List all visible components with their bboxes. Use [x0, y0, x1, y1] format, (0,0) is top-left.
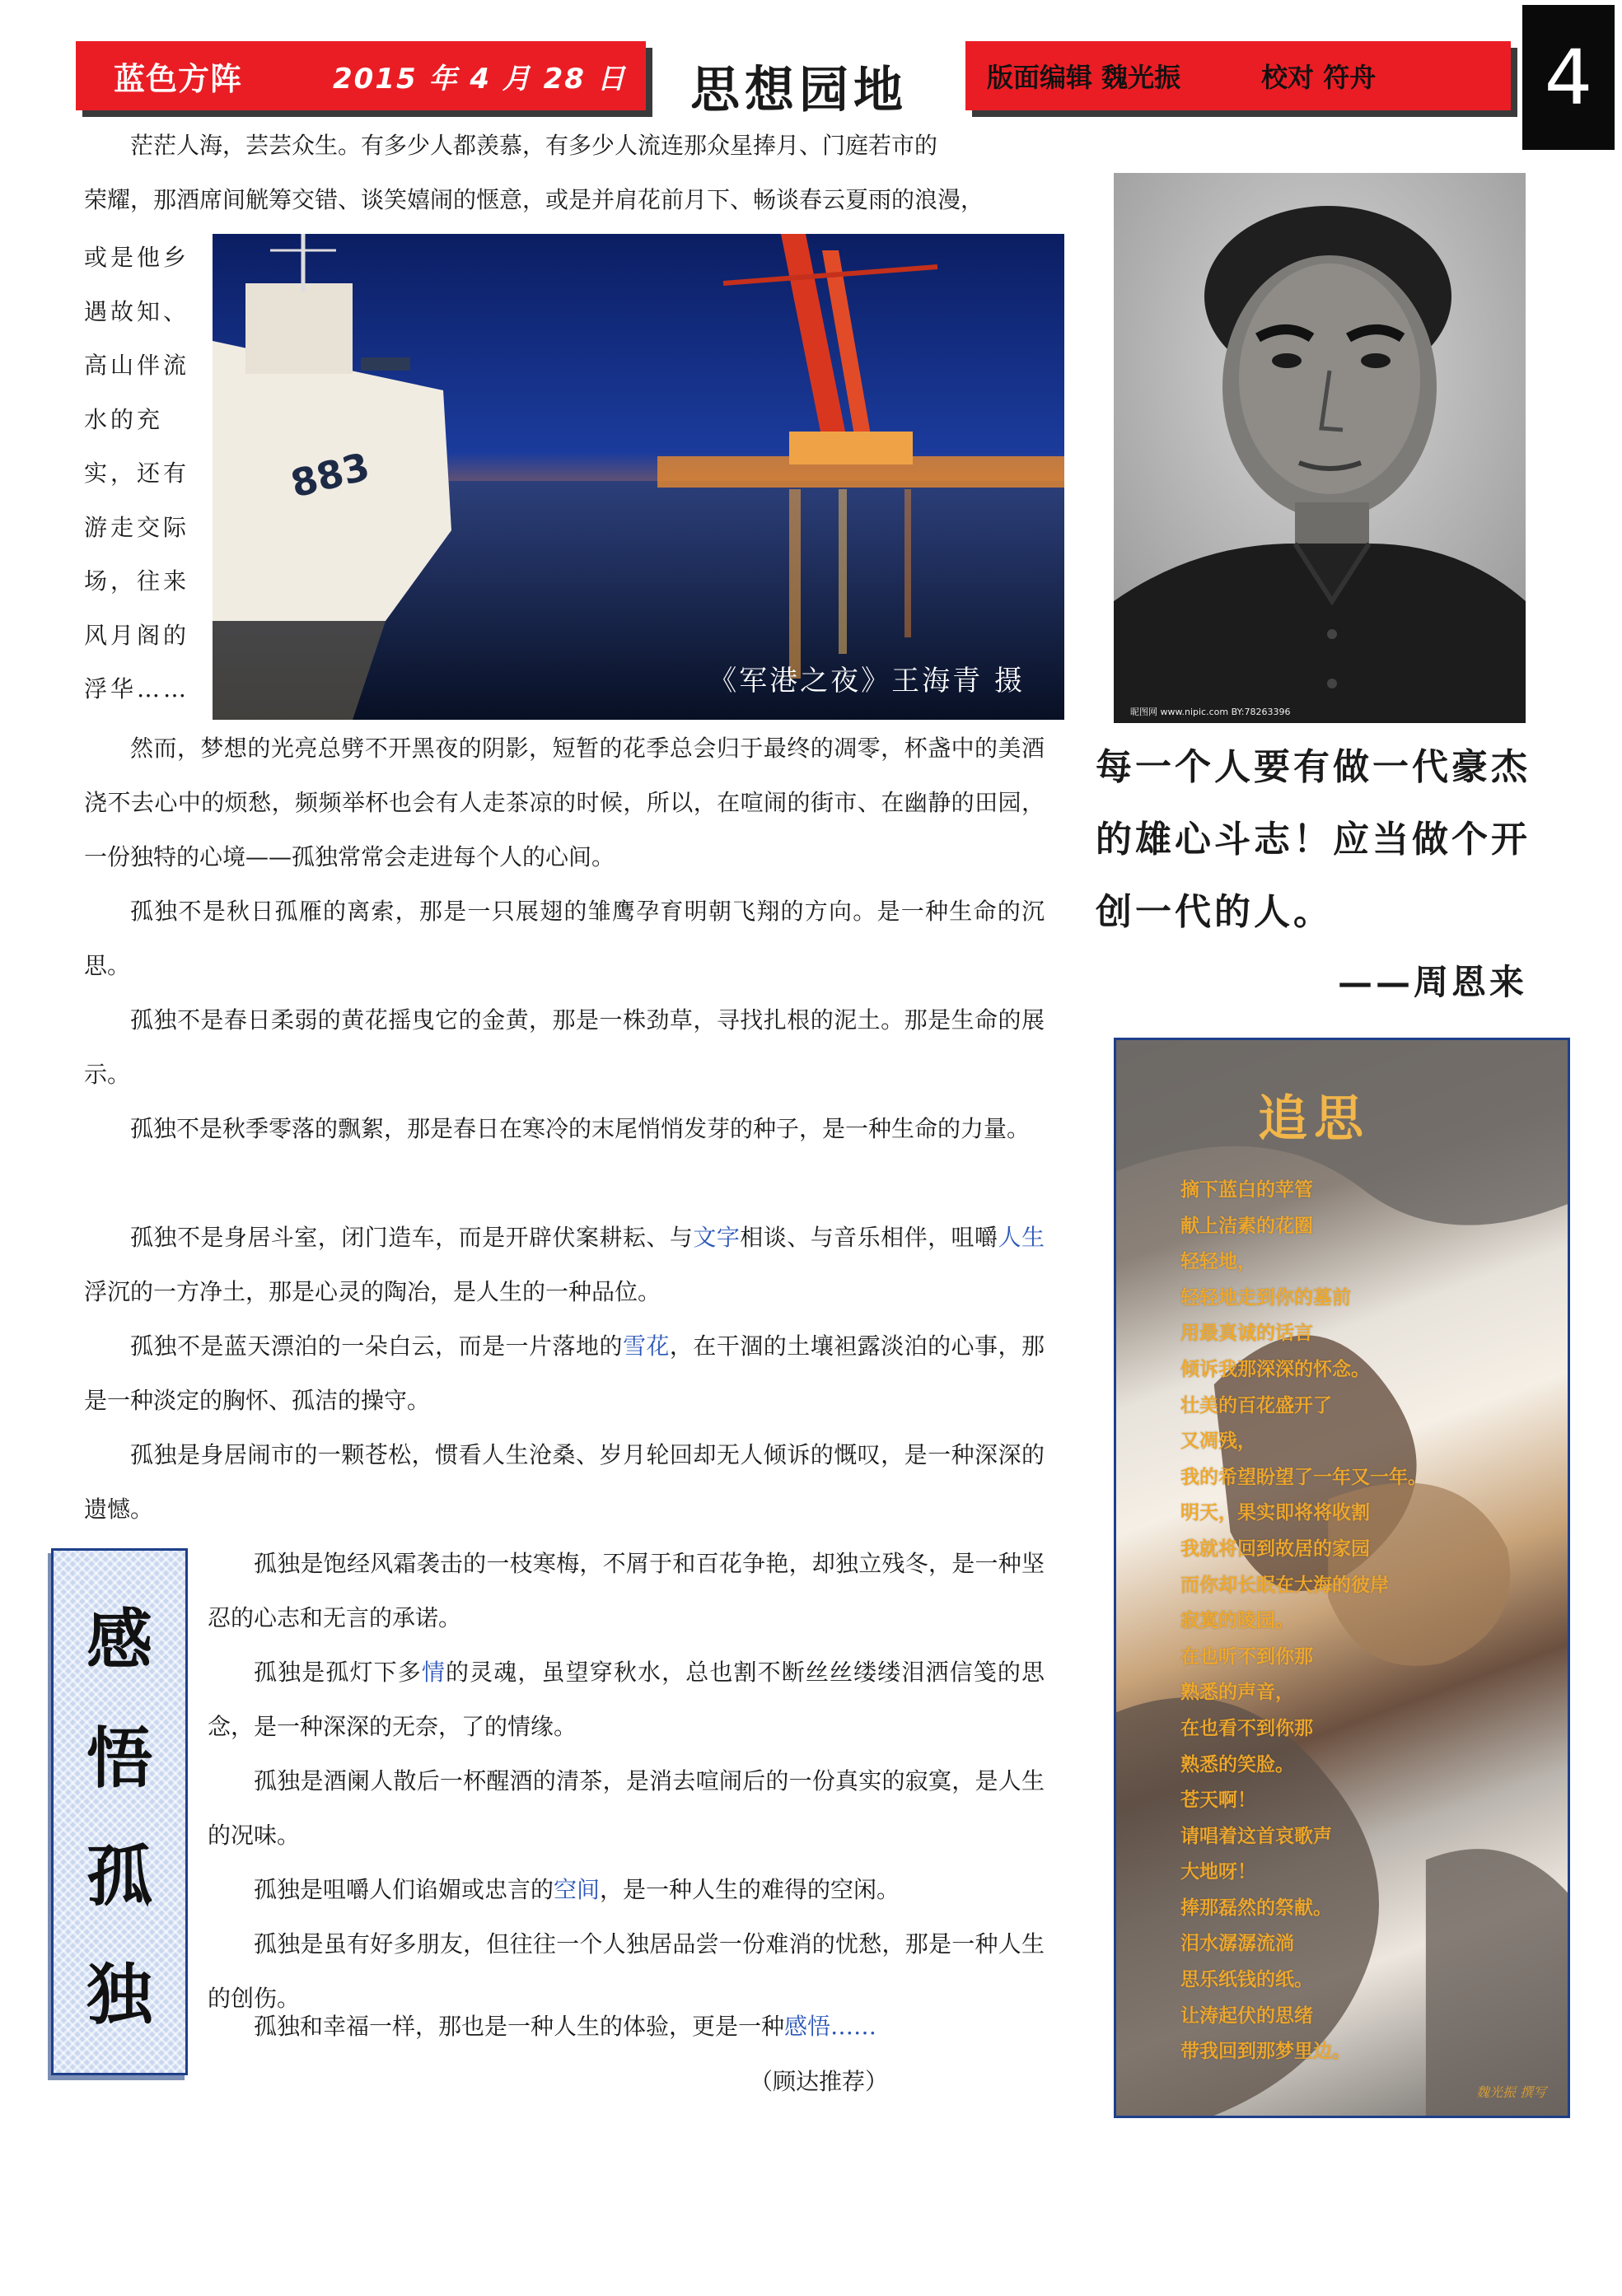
poem-line: 熟悉的声音， — [1180, 1681, 1294, 1704]
portrait-watermark: 昵图网 www.nipic.com BY:78263396 — [1130, 707, 1291, 717]
poem-line: 倾诉我那深深的怀念。 — [1180, 1357, 1370, 1380]
poem-card — [1114, 1038, 1570, 2118]
poem-lines — [1180, 1172, 1427, 2070]
article-paragraph-goose: 孤独不是秋日孤雁的离索，那是一只展翅的雏鹰孕育明朝飞翔的方向。是一种生命的沉思。 — [84, 898, 1045, 979]
poem-line: 轻轻地走到你的墓前 — [1180, 1286, 1351, 1309]
poem-line: 轻轻地， — [1180, 1250, 1256, 1273]
side-tab-char: 感 — [86, 1601, 152, 1679]
poem-line: 我就将回到故居的家园 — [1180, 1537, 1370, 1560]
page-number: 4 — [1522, 5, 1615, 150]
proofreader-credit: 校对 符舟 — [1261, 62, 1377, 93]
harbor-photo — [213, 234, 1064, 720]
quote-text: 每一个人要有做一代豪杰的雄心斗志！应当做个开创一代的人。 — [1096, 746, 1531, 933]
highlight-word: 人生 — [998, 1224, 1045, 1251]
article-paragraph-plum: 孤独是饱经风霜袭击的一枝寒梅，不屑于和百花争艳，却独立残冬，是一种坚忍的心志和无言的承诺。 — [208, 1550, 1045, 1631]
quote-author: ——周恩来 — [1338, 962, 1528, 1002]
poem-line: 献上洁素的花圈 — [1180, 1214, 1313, 1237]
poem-line: 壮美的百花盛开了 — [1180, 1393, 1332, 1416]
article-paragraph-cloud: 孤独不是蓝天漂泊的一朵白云，而是一片落地的雪花，在干涸的土壤袒露淡泊的心事，那是一种淡定的胸怀、孤洁的操守。 — [84, 1332, 1045, 1414]
poem-line: 让涛起伏的思绪 — [1180, 2004, 1313, 2027]
side-tab-char: 独 — [86, 1955, 152, 2033]
article-paragraph-final: 孤独和幸福一样，那也是一种人生的体验，更是一种感悟…… — [254, 2013, 877, 2040]
poem-line: 又凋残， — [1180, 1430, 1256, 1453]
poem-line: 而你却长眠在大海的彼岸 — [1180, 1573, 1389, 1596]
poem-line: 大地呀！ — [1180, 1860, 1256, 1883]
poem-line: 在也听不到你那 — [1180, 1645, 1313, 1668]
poem-line: 摘下蓝白的苹管 — [1180, 1178, 1313, 1201]
article-paragraph-friends: 孤独是虽有好多朋友，但往往一个人独居品尝一份难消的忧愁，那是一种人生的创伤。 — [208, 1930, 1045, 2012]
article-paragraph-tea: 孤独是酒阑人散后一杯醒酒的清茶，是消去喧闹后的一份真实的寂寞，是人生的况味。 — [208, 1767, 1045, 1849]
poem-line: 泪水潺潺流淌 — [1180, 1932, 1294, 1955]
side-tab-char: 悟 — [86, 1719, 152, 1797]
side-tab-title — [51, 1548, 188, 2075]
poem-line: 熟悉的笑脸。 — [1180, 1752, 1294, 1776]
article-paragraph-lamp: 孤独是孤灯下多情的灵魂，虽望穿秋水，总也割不断丝丝缕缕泪洒信笺的思念，是一种深深的无奈，了的情缘。 — [208, 1659, 1045, 1740]
highlight-word: 文字 — [693, 1224, 741, 1251]
article-paragraph-leaves: 孤独不是秋季零落的飘絮，那是春日在寒冷的末尾悄悄发芽的种子，是一种生命的力量。 — [130, 1115, 1031, 1142]
section-title: 思想园地 — [690, 62, 908, 119]
highlight-word: 感悟 — [784, 2013, 831, 2040]
side-tab-char: 孤 — [86, 1837, 152, 1916]
poem-title: 追思 — [1258, 1090, 1370, 1148]
poem-line: 我的希望盼望了一年又一年。 — [1180, 1465, 1427, 1488]
brand-name: 蓝色方阵 — [114, 60, 243, 97]
editor-credit: 版面编辑 魏光振 — [987, 62, 1181, 93]
article-paragraph-pine: 孤独是身居闹市的一颗苍松，惯看人生沧桑、岁月轮回却无人倾诉的慨叹，是一种深深的遗憾。 — [84, 1441, 1045, 1523]
poem-line: 在也看不到你那 — [1180, 1716, 1313, 1739]
header-banner-right — [965, 41, 1511, 110]
poem-line: 寂寞的陵园。 — [1180, 1609, 1294, 1632]
article-paragraph-dream: 然而，梦想的光亮总劈不开黑夜的阴影，短暂的花季总会归于最终的凋零，杯盏中的美酒浇不去心中的烦愁，频频举杯也会有人走茶凉的时候，所以，在喧闹的街市、在幽静的田园，一份独特的心境——孤独常常会走进每个人的心间。 — [84, 735, 1045, 870]
article-paragraph-flower: 孤独不是春日柔弱的黄花摇曳它的金黄，那是一株劲草，寻找扎根的泥土。那是生命的展示。 — [84, 1006, 1045, 1088]
header-banner-left — [76, 41, 646, 110]
poem-line: 用最真诚的话言 — [1180, 1322, 1313, 1345]
poem-line: 请唱着这首哀歌声 — [1180, 1824, 1332, 1847]
photo-caption: 《军港之夜》王海青 摄 — [708, 665, 1025, 698]
highlight-word: 情 — [421, 1659, 446, 1686]
article-paragraph-room: 孤独不是身居斗室，闭门造车，而是开辟伏案耕耘、与文字相谈、与音乐相伴，咀嚼人生浮沉的一方净土，那是心灵的陶冶，是人生的一种品位。 — [84, 1224, 1045, 1305]
article-credit: （顾达推荐） — [750, 2068, 889, 2095]
poem-line: 捧那磊然的祭献。 — [1180, 1896, 1332, 1919]
poem-signature: 魏光振 撰写 — [1475, 2084, 1546, 2100]
article-narrow-column: 或是他乡遇故知、高山伴流水的充实，还有游走交际场，往来风月阁的浮华…… — [84, 244, 190, 702]
article-intro-line-1: 茫茫人海，芸芸众生。有多少人都羡慕，有多少人流连那众星捧月、门庭若市的 — [130, 132, 938, 159]
poem-line: 明天，果实即将将收割 — [1180, 1501, 1370, 1524]
poem-line: 带我回到那梦里边。 — [1180, 2040, 1351, 2063]
issue-date: 2015 年 4 月 28 日 — [333, 62, 627, 96]
article-paragraph-space: 孤独是咀嚼人们谄媚或忠言的空间，是一种人生的难得的空闲。 — [254, 1876, 900, 1903]
ship-hull-number: 883 — [286, 444, 374, 506]
poem-line: 思乐纸钱的纸。 — [1180, 1968, 1313, 1991]
article-intro-line-2: 荣耀，那酒席间觥筹交错、谈笑嬉闹的惬意，或是并肩花前月下、畅谈春云夏雨的浪漫， — [84, 186, 984, 213]
poem-line: 苍天啊！ — [1180, 1789, 1256, 1812]
highlight-word: 雪花 — [622, 1332, 670, 1360]
highlight-word: 空间 — [554, 1876, 601, 1903]
portrait-photo — [1114, 173, 1526, 723]
